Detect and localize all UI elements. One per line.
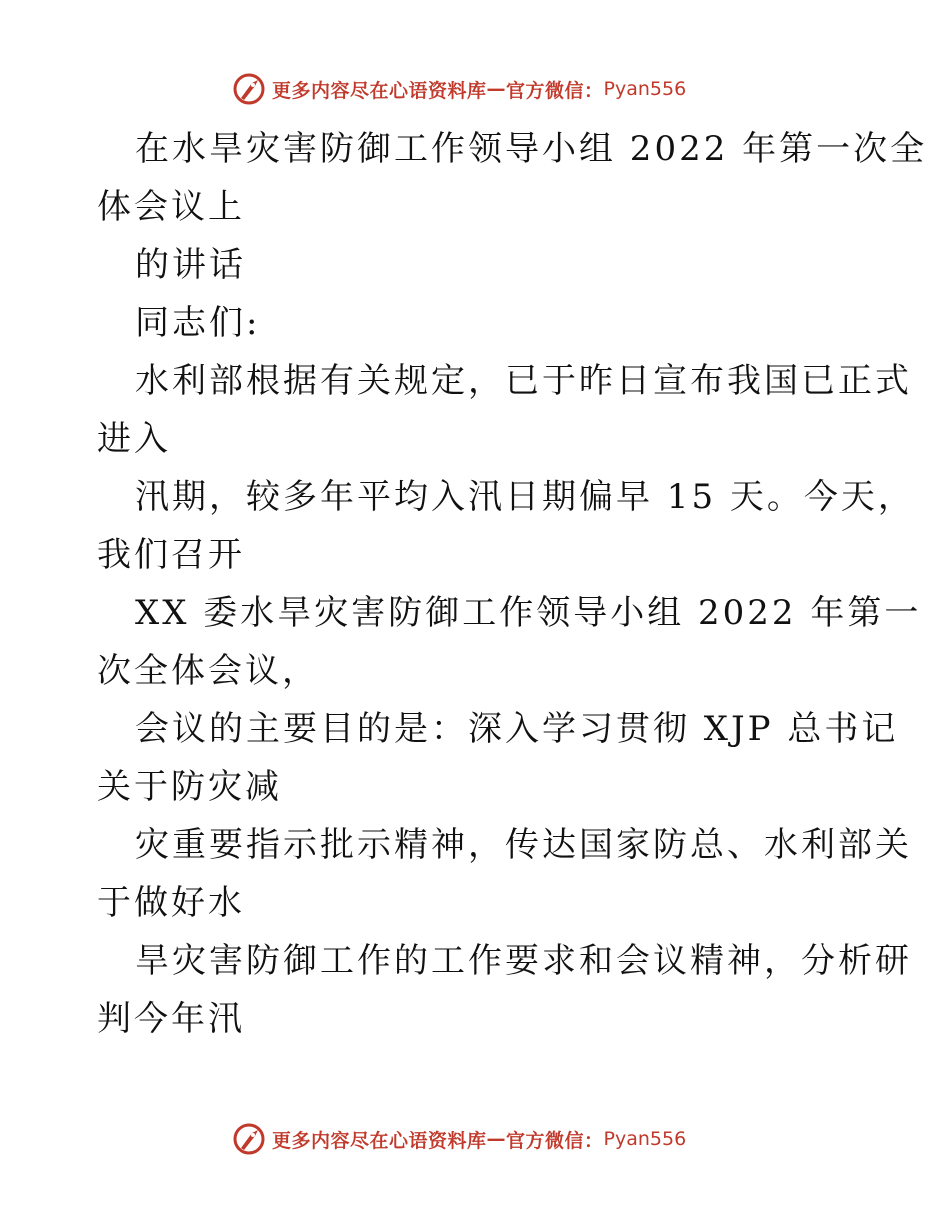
watermark-text: 更多内容尽在心语资料库 [272, 79, 487, 102]
pen-nib-logo-icon [232, 72, 266, 106]
watermark-text: 更多内容尽在心语资料库 [272, 1129, 487, 1152]
watermark-wechat-id: Pyan556 [603, 1128, 687, 1150]
document-body [97, 120, 928, 1048]
title-line-1: 在水旱灾害防御工作领导小组 2022 年第一次全 [135, 129, 928, 169]
paragraph-line: 进入 [97, 419, 171, 459]
title-line-3: 的讲话 [135, 245, 246, 285]
paragraph-line: 旱灾害防御工作的工作要求和会议精神，分析研 [135, 941, 912, 981]
paragraph-line: 汛期，较多年平均入汛日期偏早 15 天。今天， [135, 477, 915, 517]
watermark-separator: — [486, 1128, 507, 1150]
title-line-2: 体会议上 [97, 187, 245, 227]
paragraph-line: 关于防灾减 [97, 767, 282, 807]
watermark-label: 官方微信： [506, 79, 604, 102]
salutation: 同志们: [135, 303, 261, 343]
paragraph-line: XX 委水旱灾害防御工作领导小组 2022 年第一 [135, 593, 922, 633]
paragraph-line: 次全体会议， [97, 651, 319, 691]
header-watermark [232, 72, 686, 106]
paragraph-line: 水利部根据有关规定，已于昨日宣布我国已正式 [135, 361, 912, 401]
paragraph-line: 灾重要指示批示精神，传达国家防总、水利部关 [135, 825, 912, 865]
paragraph-line: 我们召开 [97, 535, 245, 575]
footer-watermark [232, 1122, 686, 1156]
paragraph-line: 于做好水 [97, 883, 245, 923]
watermark-wechat-id: Pyan556 [603, 78, 687, 100]
watermark-label: 官方微信： [506, 1129, 604, 1152]
watermark-separator: — [486, 78, 507, 100]
paragraph-line: 判今年汛 [97, 999, 245, 1039]
paragraph-line: 会议的主要目的是：深入学习贯彻 XJP 总书记 [135, 709, 899, 749]
pen-nib-logo-icon [232, 1122, 266, 1156]
